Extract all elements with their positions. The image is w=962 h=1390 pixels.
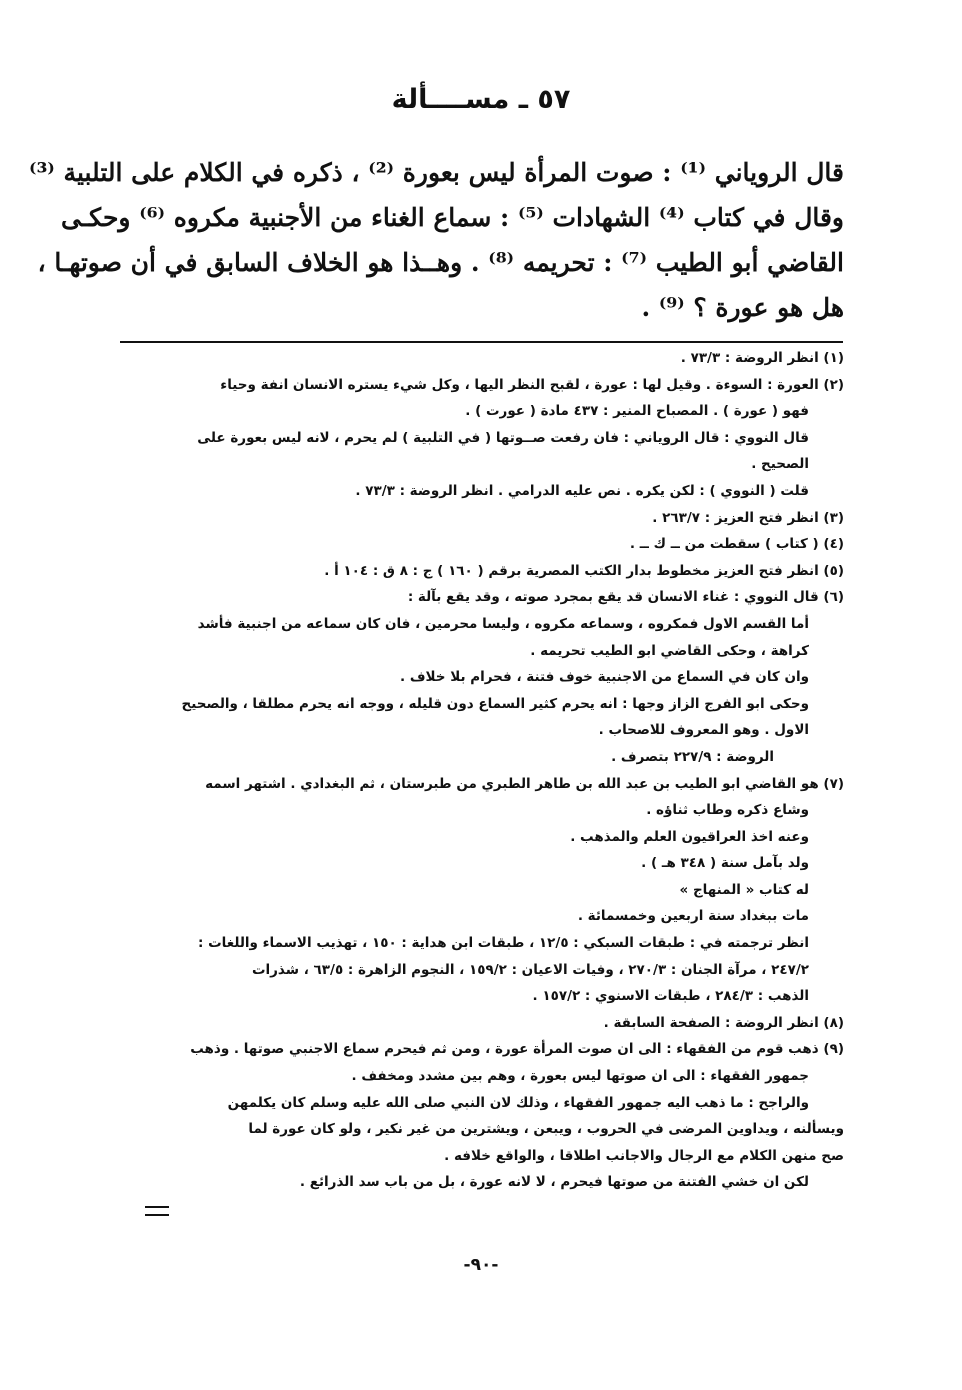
footnote-line: الاول . وهو المعروف للاصحاب .	[598, 722, 809, 739]
footnote-line: وعنه اخذ العراقيون العلم والمذهب .	[570, 828, 809, 845]
footnote-line: الروضة : ٢٢٧/٩ بتصرف .	[611, 748, 774, 765]
footnote-line: ويسألنه ، ويداوين المرضى في الحروب ، ويبعن ، ويشترين من غير نكير ، ولو كان عورة لما	[248, 1121, 844, 1138]
page-number: -٩٠-	[463, 1255, 499, 1275]
footnote-line: انظر ترجمته في : طبقات السبكي : ١٢/٥ ، طبقات ابن هداية : ١٥٠ ، تهذيب الاسماء واللغات :	[197, 935, 809, 952]
footnotes	[126, 345, 844, 1196]
footnote-line: (٦) قال النووي : غناء الانسان قد يقع بمجرد صوته ، وقد يقع بآلة :	[407, 589, 844, 606]
footnote-line: مات ببغداد سنة اربعين وخمسمائة .	[577, 908, 809, 925]
footnote-line: قال النووي : قال الروياني : فان رفعت صــوتها ( في التلبية ) لم يحرم ، لانه ليس بعورة على	[197, 429, 809, 446]
footnote-line: وان كان في السماع من الاجنبية خوف فتنة ، فحرام بلا خلاف .	[400, 669, 809, 686]
footnote-line: والراجح : ما ذهب اليه جمهور الفقهاء ، وذلك لان النبي صلى الله عليه وسلم كان يكلمهن	[227, 1094, 809, 1111]
footnote-line: أما القسم الاول فمكروه ، وسماعه مكروه ، وليسا محرمين ، فان كان سماعه من اجنبية فأشد	[197, 615, 809, 632]
footnote-line: (٩) ذهب قوم من الفقهاء : الى ان صوت المرأة عورة ، ومن ثم فيحرم سماع الاجنبي صوتها . وذهب	[190, 1041, 844, 1058]
footnote-line: (١) انظر الروضة : ٧٣/٣ .	[680, 350, 844, 366]
footnote-line: (٢) العورة : السوءة . وقيل لها : عورة ، لقبح النظر اليها ، وكل شيء يستره الانسان انفة وحياء	[220, 376, 844, 393]
footnote-line: وشاع ذكره وطاب ثناؤه .	[646, 802, 809, 819]
footnote-line: لكن ان خشي الفتنة من صوتها فيحرم ، لا لانه عورة ، بل من باب سد الذرائع .	[299, 1174, 809, 1191]
footnote-line: وحكى ابو الفرج الزاز وجها : انه يحرم كثير السماع دون قليله ، ووجه انه يحرم مطلقا ، والصحيح	[181, 695, 809, 712]
main-text-line: القاضي أبو الطيب ⁽⁷⁾ : تحريمه ⁽⁸⁾ . وهــذا هو الخلاف السابق في أن صوتهـا ،	[37, 248, 844, 277]
footnote-line: (٧) هو القاضي ابو الطيب بن عبد الله بن طاهر الطبري من طبرستان ، ثم البغدادي . اشتهر اسمه	[205, 775, 844, 792]
footnote-line: (٥) انظر فتح العزيز مخطوط بدار الكتب المصرية برقم ( ١٦٠ ) ج : ٨ ق : ١٠٤ أ .	[324, 562, 844, 579]
footnote-line: (٤) ( كتاب ) سقطت من ــ ك ــ .	[629, 536, 844, 553]
footnote-line: جمهور الفقهاء : الى ان صوتها ليس بعورة ، وهم بين مشدد ومخفف .	[351, 1068, 809, 1085]
main-text-line: وقال في كتاب ⁽⁴⁾ الشهادات ⁽⁵⁾ : سماع الغناء من الأجنبية مكروه ⁽⁶⁾ وحكـى	[61, 203, 844, 232]
footnote-line: له كتاب « المنهاج »	[679, 881, 809, 898]
footnote-line: الصحيح .	[751, 456, 809, 473]
footnote-line: قلت ( النووي ) : لكن يكره . نص عليه الدرامي . انظر الروضة : ٧٣/٣ .	[355, 482, 809, 499]
footnote-line: (٣) انظر فتح العزيز : ٢٦٣/٧ .	[652, 509, 844, 526]
footnote-line: فهو ( عورة ) . المصباح المنير : ٤٣٧ مادة ( عورت ) .	[465, 403, 809, 420]
footnote-line: ٢٤٧/٢ ، مرآة الجنان : ٢٧٠/٣ ، وفيات الاعيان : ١٥٩/٢ ، النجوم الزاهرة : ٦٣/٥ ، شذرات	[251, 961, 809, 978]
section-heading: ٥٧ ـ مســــألة	[391, 84, 571, 115]
end-mark	[145, 1206, 169, 1216]
footnote-line: كراهة ، وحكى القاضي ابو الطيب تحريمه .	[530, 642, 809, 659]
footnote-divider	[120, 341, 843, 343]
footnote-line: (٨) انظر الروضة : الصفحة السابقة .	[603, 1014, 844, 1031]
main-text	[29, 150, 844, 330]
footnote-line: الذهب : ٢٨٤/٣ ، طبقات الاسنوي : ١٥٧/٢ .	[532, 988, 809, 1005]
main-text-line: هل هو عورة ؟ ⁽⁹⁾ .	[641, 293, 844, 322]
main-text-line: قال الروياني ⁽¹⁾ : صوت المرأة ليس بعورة ⁽²⁾ ، ذكره في الكلام على التلبية ⁽³⁾	[29, 158, 844, 187]
footnote-line: صح منهن الكلام مع الرجال والاجانب اطلاقا ، والواقع خلافه .	[444, 1147, 844, 1164]
footnote-line: ولد بآمل سنة ( ٣٤٨ هـ ) .	[641, 855, 809, 872]
